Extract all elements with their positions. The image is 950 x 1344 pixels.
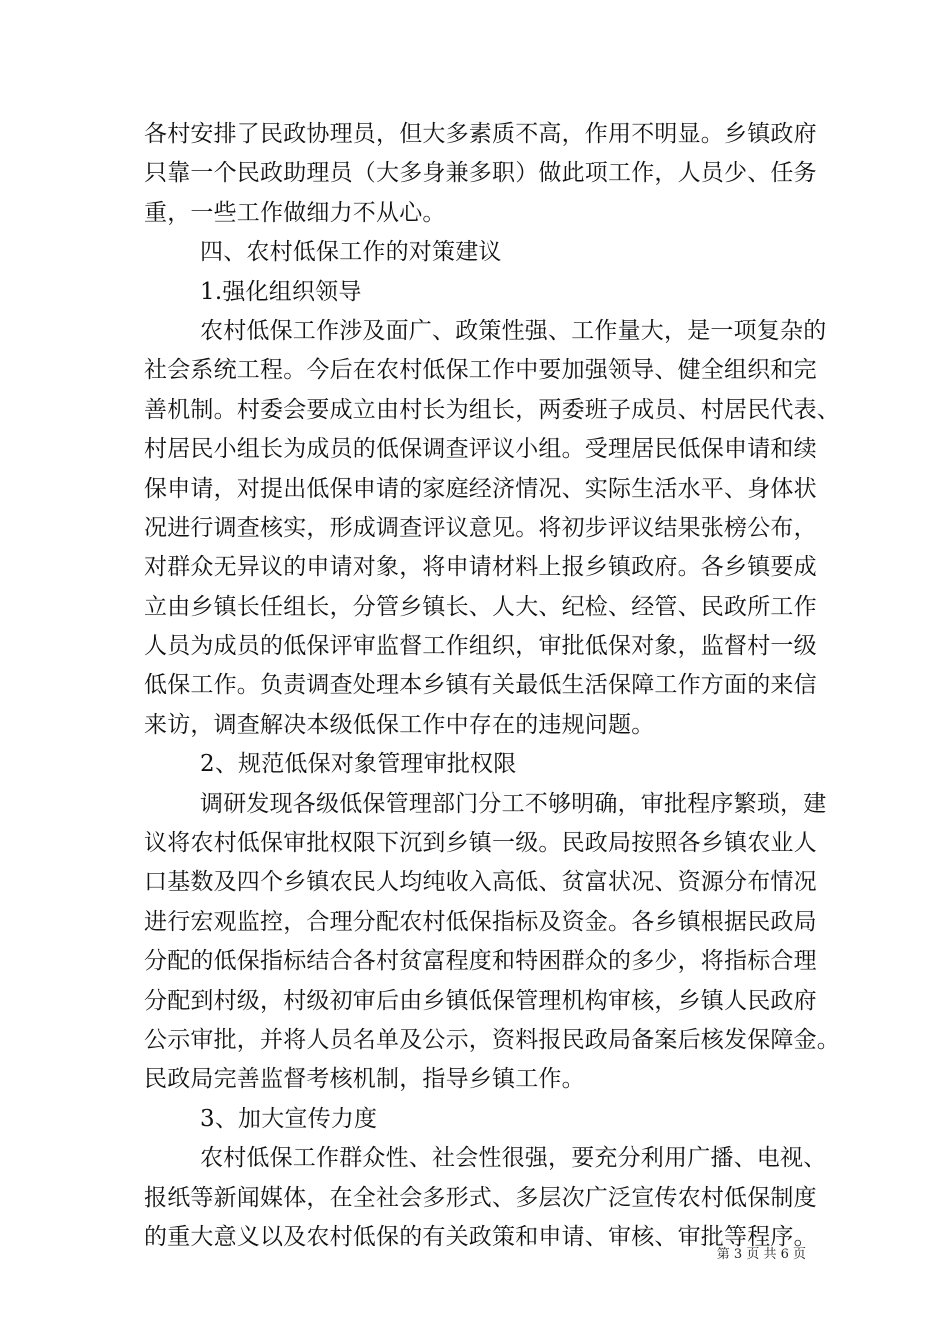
text-line: 立由乡镇长任组长，分管乡镇长、人大、纪检、经管、民政所工作 [144,593,817,620]
paragraph-start-line: 3、加大宣传力度 [200,1105,378,1132]
text-line: 来访，调查解决本级低保工作中存在的违规问题。 [144,711,655,738]
text-line: 各村安排了民政协理员，但大多素质不高，作用不明显。乡镇政府 [144,121,817,147]
paragraph-start-line: 1.强化组织领导 [200,278,362,305]
text-line: 对群众无异议的申请对象，将申请材料上报乡镇政府。各乡镇要成 [144,554,817,581]
text-line: 人员为成员的低保评审监督工作组织，审批低保对象，监督村一级 [144,633,817,660]
paragraph-start-line: 调研发现各级低保管理部门分工不够明确，审批程序繁琐，建 [200,790,827,817]
text-line: 况进行调查核实，形成调查评议意见。将初步评议结果张榜公布， [144,514,817,541]
text-line: 只靠一个民政助理员（大多身兼多职）做此项工作，人员少、任务 [144,160,817,187]
text-line: 村居民小组长为成员的低保调查评议小组。受理居民低保申请和续 [144,436,817,463]
paragraph-start-line: 2、规范低保对象管理审批权限 [200,751,517,778]
text-line: 低保工作。负责调查处理本乡镇有关最低生活保障工作方面的来信 [144,672,817,699]
paragraph-start-line: 农村低保工作涉及面广、政策性强、工作量大，是一项复杂的 [200,317,827,344]
text-line: 的重大意义以及农村低保的有关政策和申请、审核、审批等程序。 [144,1223,817,1250]
paragraph-start-line: 四、农村低保工作的对策建议 [200,239,502,266]
text-line: 分配的低保指标结合各村贫富程度和特困群众的多少，将指标合理 [144,948,817,975]
text-line: 分配到村级，村级初审后由乡镇低保管理机构审核，乡镇人民政府 [144,987,817,1014]
document-body [144,115,840,1257]
paragraph-start-line: 农村低保工作群众性、社会性很强，要充分利用广播、电视、 [200,1145,827,1172]
text-line: 善机制。村委会要成立由村长为组长，两委班子成员、村居民代表、 [144,396,840,423]
text-line: 口基数及四个乡镇农民人均纯收入高低、贫富状况、资源分布情况 [144,869,817,896]
text-line: 报纸等新闻媒体，在全社会多形式、多层次广泛宣传农村低保制度 [144,1184,817,1211]
text-line: 社会系统工程。今后在农村低保工作中要加强领导、健全组织和完 [144,357,817,384]
text-line: 进行宏观监控，合理分配农村低保指标及资金。各乡镇根据民政局 [144,908,817,935]
text-line: 重，一些工作做细力不从心。 [144,199,446,226]
text-line: 公示审批，并将人员名单及公示，资料报民政局备案后核发保障金。 [144,1026,840,1053]
text-line: 民政局完善监督考核机制，指导乡镇工作。 [144,1066,585,1093]
text-line: 保申请，对提出低保申请的家庭经济情况、实际生活水平、身体状 [144,475,817,502]
page-number-footer: 第 3 页 共 6 页 [716,1247,806,1262]
text-line: 议将农村低保审批权限下沉到乡镇一级。民政局按照各乡镇农业人 [144,830,817,857]
